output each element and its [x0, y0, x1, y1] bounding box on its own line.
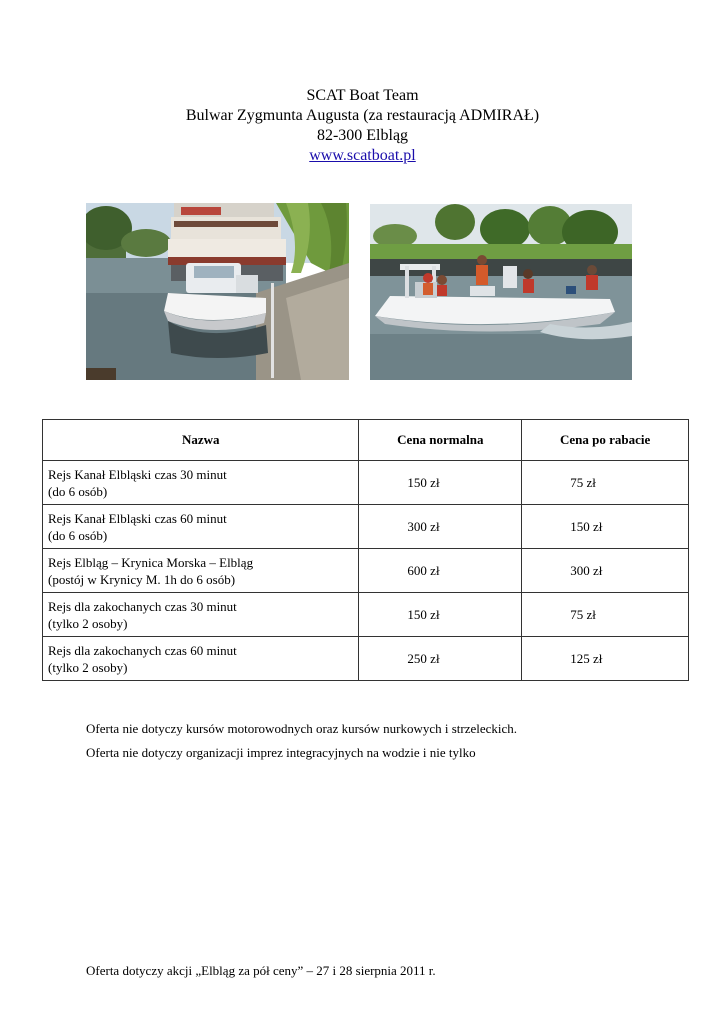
- discount-price: 125 zł: [522, 637, 689, 681]
- company-name: SCAT Boat Team: [306, 87, 419, 104]
- table-row: [43, 637, 689, 681]
- header-discount-price: Cena po rabacie: [522, 420, 689, 461]
- table-row: [43, 549, 689, 593]
- price-table: [42, 419, 689, 681]
- trip-name: Rejs Kanał Elbląski czas 30 minut (do 6 osób): [43, 461, 359, 505]
- trip-name: Rejs dla zakochanych czas 30 minut (tylko 2 osoby): [43, 593, 359, 637]
- photo-boat-in-motion: [370, 204, 632, 380]
- normal-price: 300 zł: [359, 505, 522, 549]
- header-normal-price: Cena normalna: [359, 420, 522, 461]
- trip-name: Rejs Elbląg – Krynica Morska – Elbląg (postój w Krynicy M. 1h do 6 osób): [43, 549, 359, 593]
- discount-price: 75 zł: [522, 593, 689, 637]
- discount-price: 300 zł: [522, 549, 689, 593]
- normal-price: 250 zł: [359, 637, 522, 681]
- table-row: [43, 461, 689, 505]
- document-header: [0, 86, 725, 166]
- table-row: [43, 593, 689, 637]
- photo-moored-boat: [86, 203, 349, 380]
- discount-price: 75 zł: [522, 461, 689, 505]
- table-row: [43, 505, 689, 549]
- normal-price: 600 zł: [359, 549, 522, 593]
- company-city: 82-300 Elbląg: [316, 127, 409, 144]
- offer-footer: Oferta dotyczy akcji „Elbląg za pół ceny” – 27 i 28 sierpnia 2011 r.: [86, 963, 436, 978]
- note-courses: Oferta nie dotyczy kursów motorowodnych oraz kursów nurkowych i strzeleckich.: [86, 721, 518, 736]
- note-events: Oferta nie dotyczy organizacji imprez integracyjnych na wodzie i nie tylko: [86, 745, 476, 760]
- discount-price: 150 zł: [522, 505, 689, 549]
- normal-price: 150 zł: [359, 461, 522, 505]
- table-header-row: [43, 420, 689, 461]
- website-link[interactable]: www.scatboat.pl: [309, 147, 416, 164]
- trip-name: Rejs Kanał Elbląski czas 60 minut (do 6 osób): [43, 505, 359, 549]
- normal-price: 150 zł: [359, 593, 522, 637]
- company-address: Bulwar Zygmunta Augusta (za restauracją ADMIRAŁ): [185, 107, 540, 124]
- trip-name: Rejs dla zakochanych czas 60 minut (tylko 2 osoby): [43, 637, 359, 681]
- header-name: Nazwa: [43, 420, 359, 461]
- offer-notes: [86, 717, 517, 765]
